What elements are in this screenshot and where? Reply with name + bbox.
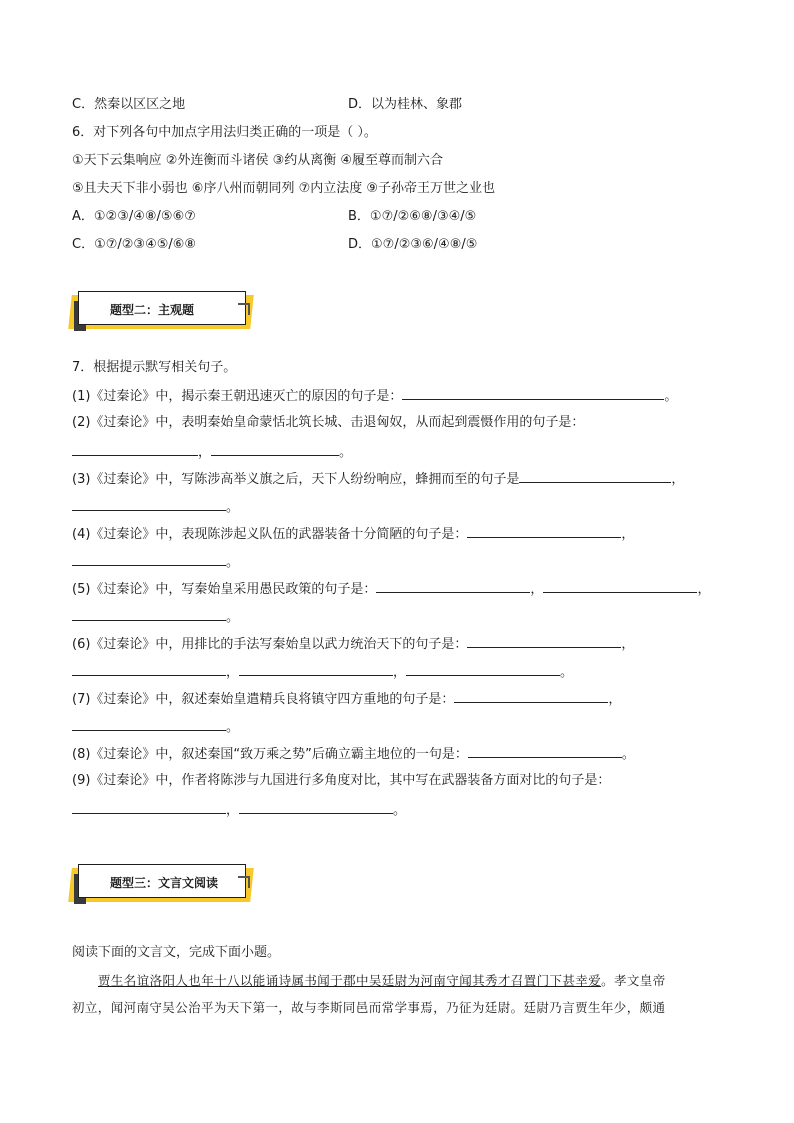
answer-blank[interactable] <box>468 744 622 758</box>
punct: 。 <box>393 803 407 818</box>
q7-item-6-blanks <box>72 662 573 682</box>
answer-blank[interactable] <box>72 497 226 511</box>
section-banner-subjective <box>70 289 258 337</box>
punct: 。 <box>560 665 574 680</box>
section-banner-classical-reading <box>70 862 258 910</box>
prompt-text: (8)《过秦论》中，叙述秦国“致万乘之势”后确立霸主地位的一句是： <box>72 747 468 762</box>
answer-blank[interactable] <box>72 717 226 731</box>
q7-item-5 <box>72 579 710 599</box>
q7-item-4-blanks <box>72 552 239 572</box>
answer-blank[interactable] <box>72 800 226 814</box>
passage-text: 。孝文皇帝 <box>601 973 666 988</box>
q6-option-d: D．①⑦/②③⑥/④⑧/⑤ <box>348 237 478 252</box>
punct: 。 <box>226 555 240 570</box>
q7-item-7 <box>72 689 621 709</box>
q7-item-2-blanks <box>72 442 352 462</box>
q7-item-7-blanks <box>72 717 239 737</box>
q7-item-6 <box>72 634 634 654</box>
q7-item-4 <box>72 524 634 544</box>
section-title: 题型二：主观题 <box>110 303 195 317</box>
q6-option-a: A．①②③/④⑧/⑤⑥⑦ <box>72 209 196 224</box>
answer-blank[interactable] <box>72 662 226 676</box>
q5-option-c: C．然秦以区区之地 <box>72 97 186 112</box>
punct: ， <box>697 582 711 597</box>
decoration-dash-icon <box>238 303 250 315</box>
q7-item-8 <box>72 744 635 764</box>
punct: 。 <box>226 500 240 515</box>
q7-item-1 <box>72 386 677 406</box>
punct: ， <box>621 527 635 542</box>
punct: ， <box>393 665 407 680</box>
punct: ， <box>530 582 544 597</box>
answer-blank[interactable] <box>72 442 198 456</box>
q6-items-row1: ①天下云集响应 ②外连衡而斗诸侯 ③约从离衡 ④履至尊而制六合 <box>72 153 444 168</box>
answer-blank[interactable] <box>239 662 393 676</box>
q7-item-3-blanks <box>72 497 239 517</box>
punct: ， <box>671 472 685 487</box>
punct: ， <box>226 665 240 680</box>
q7-stem: 7．根据提示默写相关句子。 <box>72 360 237 375</box>
prompt-text: (2)《过秦论》中，表明秦始皇命蒙恬北筑长城、击退匈奴，从而起到震慑作用的句子是： <box>72 415 585 430</box>
passage-line-1 <box>72 967 722 994</box>
q7-item-3 <box>72 469 684 489</box>
q5-option-d: D．以为桂林、象郡 <box>348 97 463 112</box>
section-title: 题型三：文言文阅读 <box>110 876 219 890</box>
prompt-text: (3)《过秦论》中，写陈涉高举义旗之后，天下人纷纷响应，蜂拥而至的句子是 <box>72 472 520 487</box>
answer-blank[interactable] <box>376 579 530 593</box>
punct: ， <box>608 692 622 707</box>
q6-option-b: B．①⑦/②⑥⑧/③④/⑤ <box>348 209 477 224</box>
q7-item-2 <box>72 414 584 432</box>
answer-blank[interactable] <box>467 634 621 648</box>
answer-blank[interactable] <box>402 386 664 400</box>
answer-blank[interactable] <box>543 579 697 593</box>
punct: ， <box>621 637 635 652</box>
q7-item-9 <box>72 772 610 790</box>
reading-instruction: 阅读下面的文言文，完成下面小题。 <box>72 945 281 960</box>
answer-blank[interactable] <box>72 607 226 621</box>
answer-blank[interactable] <box>467 524 621 538</box>
answer-blank[interactable] <box>454 689 608 703</box>
answer-blank[interactable] <box>519 469 671 483</box>
passage-line-2: 初立，闻河南守吴公治平为天下第一，故与李斯同邑而常学事焉，乃征为廷尉。廷尉乃言贾生年少，颇通 <box>72 1000 666 1015</box>
prompt-text: (7)《过秦论》中，叙述秦始皇遣精兵良将镇守四方重地的句子是： <box>72 692 455 707</box>
answer-blank[interactable] <box>406 662 560 676</box>
prompt-text: (5)《过秦论》中，写秦始皇采用愚民政策的句子是： <box>72 582 377 597</box>
prompt-text: (6)《过秦论》中，用排比的手法写秦始皇以武力统治天下的句子是： <box>72 637 468 652</box>
q7-item-5-blanks <box>72 607 239 627</box>
prompt-text: (1)《过秦论》中，揭示秦王朝迅速灭亡的原因的句子是： <box>72 389 403 404</box>
answer-blank[interactable] <box>239 800 393 814</box>
decoration-dash-icon <box>238 876 250 888</box>
q6-items-row2: ⑤且夫天下非小弱也 ⑥序八州而朝同列 ⑦内立法度 ⑨子孙帝王万世之业也 <box>72 181 496 196</box>
prompt-text: (4)《过秦论》中，表现陈涉起义队伍的武器装备十分简陋的句子是： <box>72 527 468 542</box>
reading-passage <box>72 967 722 1021</box>
answer-blank[interactable] <box>72 552 226 566</box>
answer-blank[interactable] <box>211 442 339 456</box>
punct: 。 <box>226 610 240 625</box>
punct: 。 <box>339 445 353 460</box>
punct: 。 <box>664 389 678 404</box>
q6-stem: 6．对下列各句中加点字用法归类正确的一项是（ ）。 <box>72 125 377 140</box>
punct: ， <box>226 803 240 818</box>
punct: ， <box>198 445 212 460</box>
punct: 。 <box>226 720 240 735</box>
prompt-text: (9)《过秦论》中，作者将陈涉与九国进行多角度对比，其中写在武器装备方面对比的句子是： <box>72 773 611 788</box>
q7-item-9-blanks <box>72 800 406 820</box>
underlined-sentence: 贾生名谊洛阳人也年十八以能诵诗属书闻于郡中吴廷尉为河南守闻其秀才召置门下甚幸爱 <box>98 973 602 988</box>
q6-option-c: C．①⑦/②③④⑤/⑥⑧ <box>72 237 197 252</box>
punct: 。 <box>621 747 635 762</box>
